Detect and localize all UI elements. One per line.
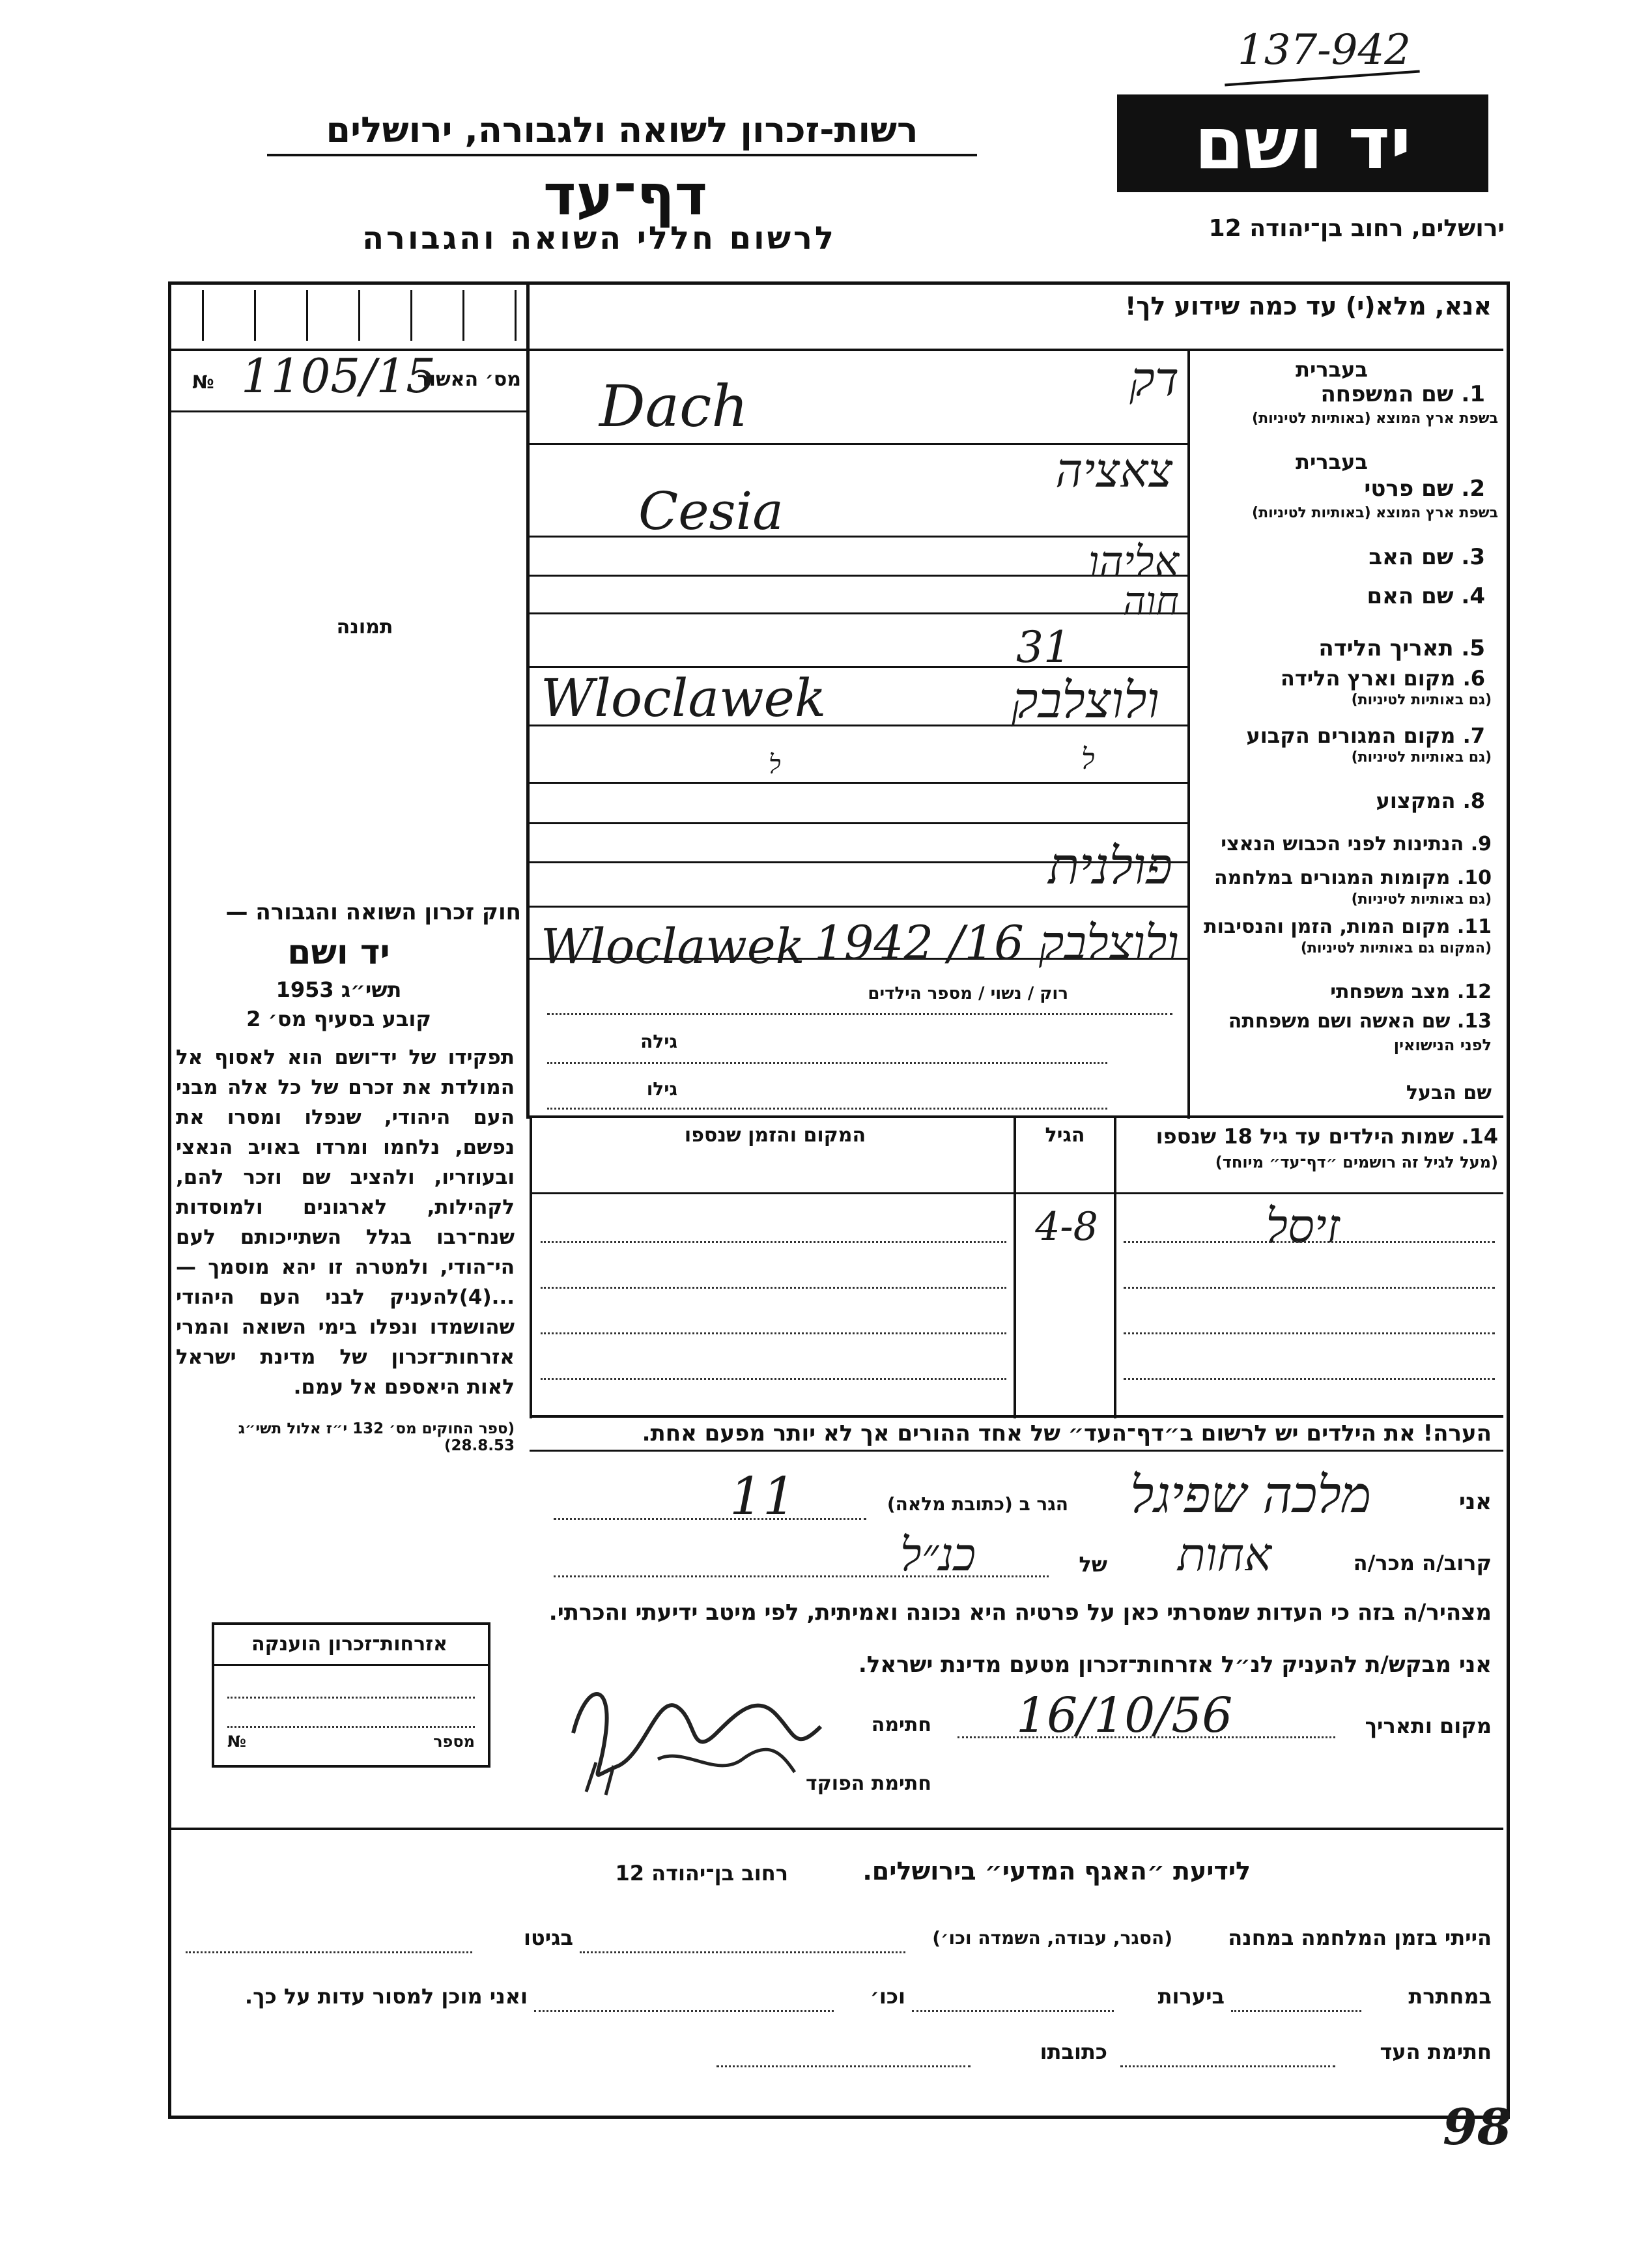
column-divider [526, 285, 530, 1119]
children-note: הערה! את הילדים יש לרשום ב״דף־העד״ של אחד ההורים אך לא יותר מפעם אחת. [642, 1420, 1492, 1446]
bottom-underground-line [1231, 2010, 1361, 2012]
archive-number: 137-942 [1238, 26, 1411, 74]
children-label: 14. שמות הילדים עד גיל 18 שנספו [1156, 1124, 1498, 1149]
law-logo: יד ושם [287, 933, 390, 972]
children-top-border [530, 1115, 1503, 1118]
field-12-label: 12. מצב משפחתי [1330, 981, 1492, 1003]
birthplace-latin: Wloclawek [541, 668, 827, 728]
authority-underline [267, 154, 977, 156]
husband-name-label: שם הבעל [1406, 1082, 1492, 1104]
bottom-ghetto-line [186, 1951, 472, 1953]
children-line [541, 1378, 1006, 1380]
children-sub: (מעל לגיל זה רושמים ״דף־עד״ מיוחד) [1215, 1153, 1498, 1171]
declarant-i-label: אני [1458, 1489, 1492, 1515]
children-line [541, 1332, 1006, 1334]
address-line [554, 1518, 866, 1520]
citizenship-value: פולנית [1048, 837, 1172, 896]
field-13-label: 13. שם האשה ושם משפחתה [1228, 1010, 1492, 1033]
request-text: אני מבקש/ת להעניק לנ״ל אזרחות־זכרון מטעם מדינת ישראל. [858, 1652, 1492, 1678]
form-title: דף־עד [543, 163, 708, 228]
surname-latin: Dach [599, 373, 748, 440]
law-year: תשי״ג 1953 [276, 977, 402, 1002]
declarant-signature [560, 1655, 847, 1805]
field-7-label: 7. מקום המגורים הקבוע [1246, 723, 1485, 748]
bottom-underground-label: במחתרת [1408, 1984, 1492, 2009]
children-header-sep [530, 1192, 1503, 1194]
field-6-label: 6. מקום וארץ הלידה [1280, 666, 1485, 691]
wife-age-label: גילה [640, 1031, 677, 1052]
field-10-sub: (גם באותיות לטיניות) [1351, 891, 1492, 908]
photo-placeholder: תמונה [336, 616, 393, 639]
field-6-sub: (גם באותיות לטיניות) [1351, 692, 1492, 708]
children-line [541, 1241, 1006, 1243]
page-number: 98 [1443, 2098, 1512, 2156]
bottom-camp-types: (הסגר, עבודה, השמדה וכו׳) [932, 1927, 1172, 1949]
of-label: של [1079, 1552, 1107, 1577]
children-line [1124, 1241, 1495, 1243]
office-tick-boxes [176, 290, 528, 341]
bottom-forests-line [912, 2010, 1114, 2012]
law-title: חוק זכרון השואה והגבורה — [225, 899, 521, 925]
approval-label: מס׳ האשור [417, 368, 521, 391]
surname-hebrew: דק [1129, 352, 1179, 407]
citizenship-number-label: מספר [433, 1732, 475, 1751]
citizenship-box [212, 1622, 490, 1768]
children-line [1124, 1332, 1495, 1334]
of-line [554, 1575, 1049, 1577]
of-value: כנ״ל [900, 1528, 976, 1581]
bottom-ghetto-label: בגיטו [524, 1925, 573, 1950]
declarant-address-label: הגר ב (כתובת מלאה) [886, 1493, 1068, 1515]
children-bottom-border [530, 1415, 1503, 1418]
husband-age-label: גילו [646, 1078, 677, 1100]
relation-value: אחות [1177, 1528, 1272, 1581]
children-col-age: הגיל [1045, 1124, 1085, 1147]
field-10-label: 10. מקומות המגורים במלחמה [1214, 867, 1492, 889]
place-date-value: 16/10/56 [1016, 1687, 1233, 1744]
husband-name-line [547, 1108, 1107, 1110]
child-name: זיסל [1266, 1199, 1340, 1254]
field-1-sub: בשפת ארץ המוצא (באותיות לטיניות) [1252, 410, 1498, 427]
field-1-tag: בעברית [1296, 357, 1368, 382]
bottom-camp-label: הייתי בזמן המלחמה במחנה [1228, 1925, 1492, 1950]
children-line [1124, 1287, 1495, 1289]
bottom-etc-line [534, 2010, 834, 2012]
law-source: (ספר החוקים מס׳ 132 י״ז אלול תשי״ג 28.8.53) [238, 1420, 515, 1454]
citizenship-line [227, 1697, 475, 1699]
field-3-label: 3. שם האב [1369, 544, 1485, 570]
signature-label: חתימה [871, 1714, 931, 1736]
wife-name-line [547, 1062, 1107, 1064]
law-clause: קובע בסעיף מס׳ 2 [246, 1007, 431, 1031]
fill-prompt: אנא, מלא(י) עד כמה שידוע לך! [1125, 292, 1492, 321]
citizenship-no-sign: № [227, 1732, 246, 1751]
row-sep [530, 782, 1187, 784]
death-details: ולוצלבק 16/ 1942 [814, 915, 1179, 970]
authority-title: רשות-זכרון לשואה ולגבורה, ירושלים [326, 109, 918, 151]
citizenship-title: אזרחות־זכרון הוענקה [251, 1633, 448, 1656]
bottom-address-line [716, 2065, 971, 2067]
bottom-address-label: כתובתו [1040, 2039, 1107, 2064]
declarant-address: 11 [730, 1466, 796, 1527]
field-13-sub: לפני הנישואין [1393, 1036, 1492, 1054]
row-sep [530, 906, 1187, 908]
officer-signature-label: חתימת הפוקד [806, 1772, 931, 1795]
citizenship-line [227, 1726, 475, 1728]
field-11-label: 11. מקום המות, הזמן והנסיבות [1204, 915, 1492, 938]
child-age: 4-8 [1035, 1204, 1098, 1250]
bottom-divider [171, 1828, 1503, 1830]
declaration-text: מצהיר/ה בזה כי העדות שמסרתי כאן על פרטיה היא נכונה ואמיתית, לפי מיטב ידיעתי והכרתי. [548, 1600, 1492, 1626]
bottom-camp-line [580, 1951, 905, 1953]
residence-hebrew: ל [1081, 743, 1095, 776]
field-7-sub: (גם באותיות לטיניות) [1351, 749, 1492, 766]
yad-vashem-logo: יד ושם [1117, 94, 1488, 192]
declarant-name: מלכה שפיגל [1129, 1466, 1372, 1525]
field-4-label: 4. שם האם [1367, 583, 1485, 609]
marital-options: רוק / נשוי / מספר הילדים [868, 984, 1068, 1003]
birthplace-hebrew: ולוצלבק [1011, 671, 1159, 729]
bottom-etc-label: וכו׳ [870, 1984, 905, 2009]
bottom-address: רחוב בן־יהודה 12 [615, 1861, 788, 1886]
relation-label: קרוב/ה מכר/ה [1353, 1551, 1492, 1575]
labels-divider [1187, 350, 1190, 1119]
approval-number: 1105/15 [241, 349, 436, 403]
approval-no-sign: № [192, 371, 214, 393]
field-2-sub: בשפת ארץ המוצא (באותיות לטיניות) [1252, 505, 1498, 521]
children-col-sep-1 [1014, 1115, 1016, 1418]
field-5-label: 5. תאריך הלידה [1318, 635, 1485, 661]
residence-latin: ל [769, 750, 781, 780]
death-place-latin: Wloclawek [541, 919, 805, 975]
row-sep [530, 822, 1187, 824]
father-name: אליהו [1088, 538, 1179, 586]
form-subtitle: לרשום חללי השואה והגבורה [362, 220, 836, 257]
note-underline [530, 1450, 1503, 1452]
law-text: תפקידו של יד־ושם הוא לאסוף אל המולדת את זכרם של כל אלה מבני העם היהודי, שנפלו ומסרו את נפשם, נלחמו ומרדו באויב הנאצי ובעוזריו, ולהציב שם וזכר להם, לקהילות, לארגונים ולמוסדות שנח־רבו בגלל השתייכותם לעם הי־הודי, ולמטרה זו יהא מוסמך — ...(4)להעניק לבני העם היהודי שהושמדו ונפלו בימי השואה והמרי אזרחות־זכרון של מדינת ישראל לאות היאספם אל עמם. [176, 1046, 515, 1399]
first-name-hebrew: צאציה [1055, 443, 1172, 498]
field-11-sub: (המקום גם באותיות לטיניות) [1300, 940, 1492, 956]
approval-underline [171, 410, 528, 412]
bottom-testimony-text: ואני מוכן למסור עדות על כך. [244, 1984, 528, 2009]
field-2-label: 2. שם פרטי [1364, 476, 1485, 502]
bottom-witness-signature-line [1120, 2065, 1335, 2067]
birth-date: 31 [1016, 622, 1071, 672]
mother-name: חוה [1122, 579, 1179, 624]
children-line [541, 1287, 1006, 1289]
bottom-witness-signature-label: חתימת העד [1380, 2039, 1492, 2064]
children-col-sep-2 [1114, 1115, 1116, 1418]
field-9-label: 9. הנתינות לפני הכבוש הנאצי [1221, 833, 1492, 855]
children-left-border [530, 1115, 532, 1418]
bottom-title: לידיעת ״האגף המדעי״ בירושלים. [862, 1857, 1251, 1886]
field-1-label: 1. שם המשפחה [1320, 381, 1485, 407]
field-2-tag: בעברית [1296, 450, 1368, 474]
marital-line [547, 1013, 1172, 1015]
header-address: ירושלים, רחוב בן־יהודה 12 [1208, 215, 1505, 242]
children-col-place: המקום והזמן שנספו [684, 1124, 866, 1147]
first-name-latin: Cesia [638, 481, 784, 541]
bottom-forests-label: ביערות [1157, 1984, 1225, 2009]
field-8-label: 8. המקצוע [1376, 788, 1485, 813]
place-date-line [957, 1736, 1335, 1738]
place-date-label: מקום ותאריך [1365, 1714, 1492, 1738]
children-line [1124, 1378, 1495, 1380]
row-sep [530, 536, 1187, 538]
